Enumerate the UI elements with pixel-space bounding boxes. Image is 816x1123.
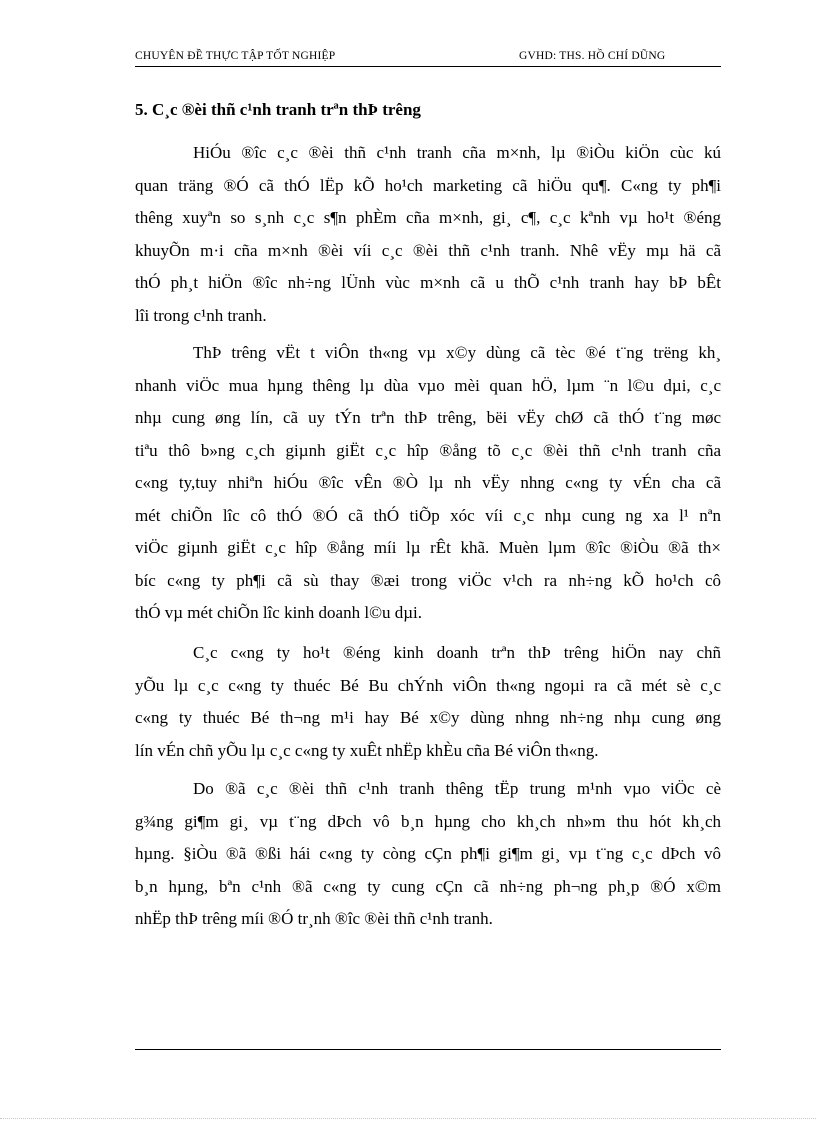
paragraph-line: khuyÕn m·i cña m×nh ®èi víi c¸c ®èi thñ c¹nh tranh. Nhê vËy mµ hä cã [135, 240, 721, 260]
paragraph-line: b¸n hµng, bªn c¹nh ®ã c«ng ty cung cÇn cã nh÷ng ph¬ng ph¸p ®Ó x©m [135, 876, 721, 896]
paragraph-line: C¸c c«ng ty ho¹t ®éng kinh doanh trªn thÞ trêng hiÖn nay chñ [193, 643, 721, 662]
paragraph-line: HiÓu ®îc c¸c ®èi thñ c¹nh tranh cña m×nh, lµ ®iÒu kiÖn cùc kú [193, 143, 721, 162]
section-heading: 5. C¸c ®èi thñ c¹nh tranh trªn thÞ trêng [135, 100, 421, 119]
paragraph-line: yÕu lµ c¸c c«ng ty thuéc Bé Bu chÝnh viÔn th«ng ngoµi ra cã mét sè c¸c [135, 675, 721, 695]
paragraph-line: thÓ ph¸t hiÖn ®îc nh÷ng lÜnh vùc m×nh cã u thÕ c¹nh tranh hay bÞ bÊt [135, 273, 721, 292]
paragraph-line: nhËp thÞ trêng míi ®Ó tr¸nh ®îc ®èi thñ c¹nh tranh. [135, 909, 493, 928]
page-bottom-border [0, 1118, 816, 1119]
paragraph-line: nhµ cung øng lín, cã uy tÝn trªn thÞ trêng, bëi vËy chØ cã thÓ t¨ng møc [135, 408, 721, 427]
paragraph-line: quan träng ®Ó cã thÓ lËp kÕ ho¹ch marketing cã hiÖu qu¶. C«ng ty ph¶i [135, 175, 721, 195]
paragraph-line: viÖc giµnh giËt c¸c hîp ®ång míi lµ rÊt khã. Muèn lµm ®îc ®iÒu ®ã th× [135, 538, 721, 557]
paragraph-line: thêng xuyªn so s¸nh c¸c s¶n phÈm cña m×nh, gi¸ c¶, c¸c kªnh vµ ho¹t ®éng [135, 208, 721, 227]
paragraph-line: c«ng ty thuéc Bé th¬ng m¹i hay Bé x©y dùng nhng nh÷ng nhµ cung øng [135, 708, 721, 727]
footer-rule [135, 1049, 721, 1050]
page-header [135, 48, 721, 67]
paragraph-line: lîi trong c¹nh tranh. [135, 305, 267, 325]
header-thesis-title: CHUYÊN ĐỀ THỰC TẬP TỐT NGHIỆP [135, 50, 336, 62]
paragraph-line: mét chiÕn lîc cô thÓ ®Ó cã thÓ tiÕp xóc víi c¸c nhµ cung ng xa l¹ nªn [135, 505, 721, 525]
paragraph-line: Do ®ã c¸c ®èi thñ c¹nh tranh thêng tËp trung m¹nh vµo viÖc cè [193, 779, 721, 798]
paragraph-line: thÓ vµ mét chiÕn lîc kinh doanh l©u dµi. [135, 603, 422, 622]
paragraph-line: g¾ng gi¶m gi¸ vµ t¨ng dÞch vô b¸n hµng cho kh¸ch nh»m thu hót kh¸ch [135, 811, 721, 831]
paragraph-line: lín vÉn chñ yÕu lµ c¸c c«ng ty xuÊt nhËp khÈu cña Bé viÔn th«ng. [135, 740, 599, 760]
paragraph-3 [135, 637, 721, 767]
paragraph-2 [135, 337, 721, 630]
paragraph-line: bíc c«ng ty ph¶i cã sù thay ®æi trong viÖc v¹ch ra nh÷ng kÕ ho¹ch cô [135, 570, 721, 590]
paragraph-4 [135, 773, 721, 936]
paragraph-line: ThÞ trêng vËt t viÔn th«ng vµ x©y dùng cã tèc ®é t¨ng trëng kh¸ [193, 343, 721, 362]
paragraph-line: nhanh viÖc mua hµng thêng lµ dùa vµo mèi quan hÖ, lµm ¨n l©u dµi, c¸c [135, 375, 721, 395]
paragraph-1 [135, 137, 721, 332]
paragraph-line: tiªu thô b»ng c¸ch giµnh giËt c¸c hîp ®ång tõ c¸c ®èi thñ c¹nh tranh cña [135, 440, 721, 460]
header-advisor: GVHD: THS. HỒ CHÍ DŨNG [519, 50, 666, 62]
paragraph-line: c«ng ty,tuy nhiªn hiÓu ®îc vÊn ®Ò lµ nh vËy nhng c«ng ty vÉn cha cã [135, 473, 721, 492]
paragraph-line: hµng. §iÒu ®ã ®ßi hái c«ng ty còng cÇn ph¶i gi¶m gi¸ vµ t¨ng c¸c dÞch vô [135, 844, 721, 863]
